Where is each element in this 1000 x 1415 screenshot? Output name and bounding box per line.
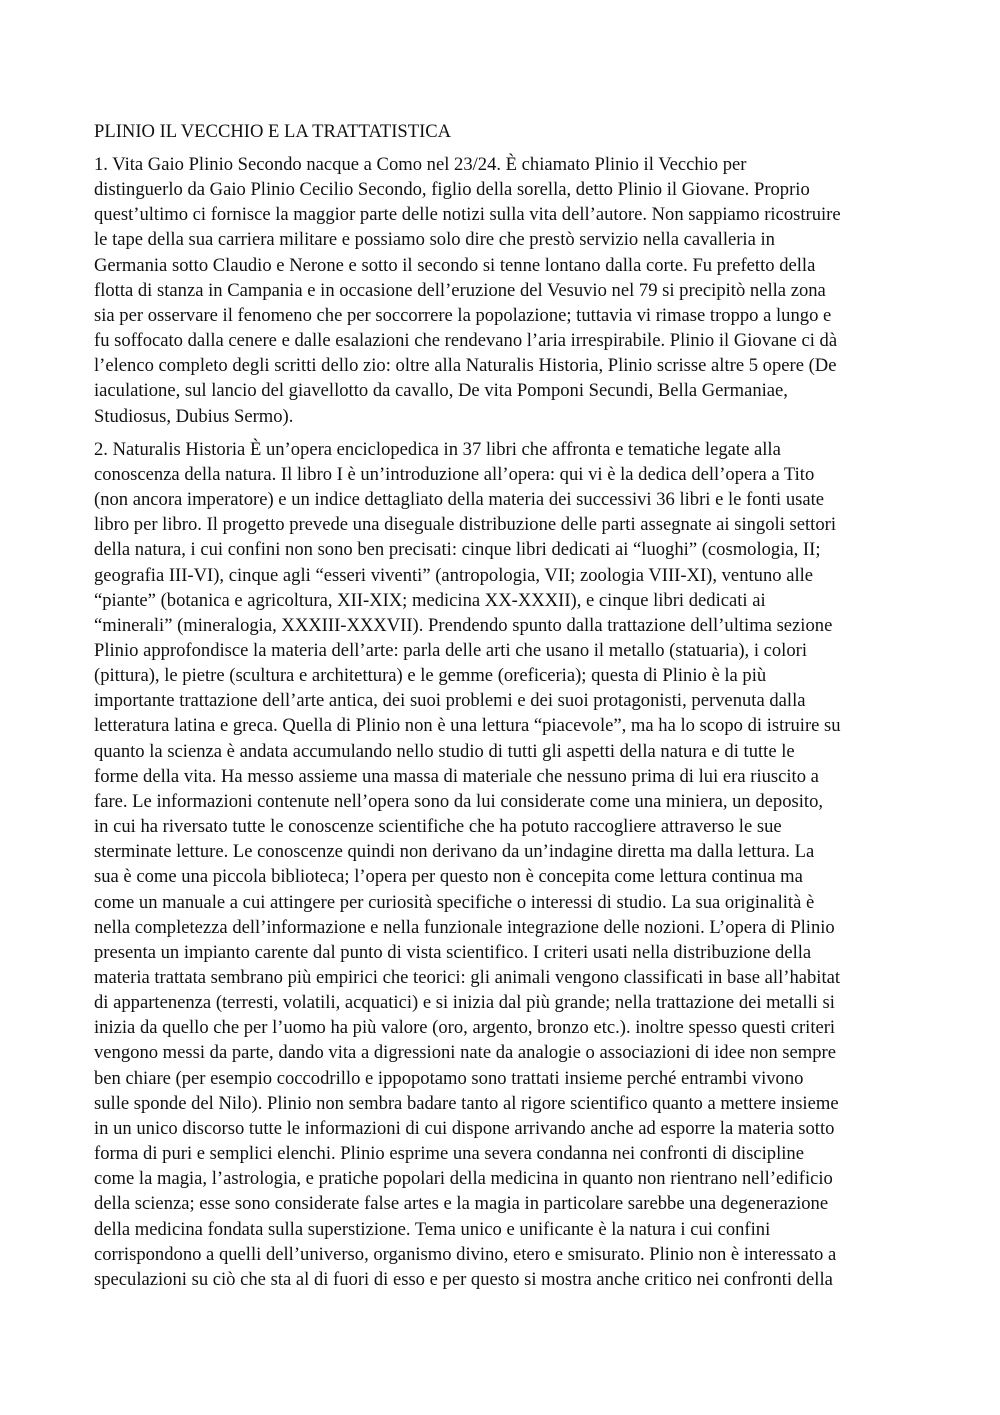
paragraph-naturalis-historia bbox=[94, 437, 909, 1292]
text-line: inizia da quello che per l’uomo ha più valore (oro, argento, bronzo etc.). inoltre spesso questi criteri bbox=[94, 1017, 836, 1039]
text-line: sterminate letture. Le conoscenze quindi non derivano da un’indagine diretta ma dalla lettura. La bbox=[94, 841, 815, 863]
text-line: (pittura), le pietre (scultura e architettura) e le gemme (oreficeria); questa di Plinio è la più bbox=[94, 665, 767, 687]
text-line: sulle sponde del Nilo). Plinio non sembra badare tanto al rigore scientifico quanto a mettere insieme bbox=[94, 1092, 839, 1114]
text-line: libro per libro. Il progetto prevede una diseguale distribuzione delle parti assegnate ai singoli settori bbox=[94, 514, 836, 536]
text-line: fu soffocato dalla cenere e dalle esalazioni che rendevano l’aria irrespirabile. Plinio il Giovane ci dà bbox=[94, 330, 838, 352]
text-line: della natura, i cui confini non sono ben precisati: cinque libri dedicati ai “luoghi” (cosmologia, II; bbox=[94, 539, 821, 561]
text-line: fare. Le informazioni contenute nell’opera sono da lui considerate come una miniera, un deposito, bbox=[94, 790, 824, 812]
document-page bbox=[94, 119, 909, 1300]
text-line: come la magia, l’astrologia, e pratiche popolari della medicina in quanto non rientrano nell’edificio bbox=[94, 1168, 833, 1190]
text-line: di appartenenza (terresti, volatili, acquatici) e si inizia dal più grande; nella trattazione dei metalli si bbox=[94, 992, 835, 1014]
text-line: 1. Vita Gaio Plinio Secondo nacque a Como nel 23/24. È chiamato Plinio il Vecchio per bbox=[94, 154, 747, 175]
text-line: Studiosus, Dubius Sermo). bbox=[94, 405, 294, 427]
text-line: vengono messi da parte, dando vita a digressioni nate da analogie o associazioni di idee non sempre bbox=[94, 1042, 836, 1064]
text-line: geografia III-VI), cinque agli “esseri viventi” (antropologia, VII; zoologia VIII-XI), ventuno alle bbox=[94, 564, 814, 586]
text-line: sia per osservare il fenomeno che per soccorrere la popolazione; tuttavia vi rimase troppo a lungo e bbox=[94, 304, 832, 326]
text-line: Plinio approfondisce la materia dell’arte: parla delle arti che usano il metallo (statuaria), i colori bbox=[94, 639, 807, 661]
text-line: speculazioni su ciò che sta al di fuori di esso e per questo si mostra anche critico nei confronti della bbox=[94, 1268, 833, 1290]
text-line: in un unico discorso tutte le informazioni di cui dispone arrivando anche ad esporre la materia sotto bbox=[94, 1117, 835, 1139]
text-line: della medicina fondata sulla superstizione. Tema unico e unificante è la natura i cui confini bbox=[94, 1218, 771, 1240]
text-line: della scienza; esse sono considerate false artes e la magia in particolare sarebbe una degenerazione bbox=[94, 1193, 829, 1215]
document-title: PLINIO IL VECCHIO E LA TRATTATISTICA bbox=[94, 121, 452, 142]
text-line: quanto la scienza è andata accumulando nello studio di tutti gli aspetti della natura e di tutte le bbox=[94, 740, 795, 762]
text-line: 2. Naturalis Historia È un’opera enciclopedica in 37 libri che affronta e tematiche legate alla bbox=[94, 438, 781, 460]
text-line: “piante” (botanica e agricoltura, XII-XIX; medicina XX-XXXII), e cinque libri dedicati ai bbox=[94, 589, 766, 611]
text-line: distinguerlo da Gaio Plinio Cecilio Secondo, figlio della sorella, detto Plinio il Giovane. Proprio bbox=[94, 179, 810, 201]
text-line: importante trattazione dell’arte antica, dei suoi problemi e dei suoi protagonisti, pervenuta dalla bbox=[94, 690, 806, 712]
text-line: letteratura latina e greca. Quella di Plinio non è una lettura “piacevole”, ma ha lo scopo di istruire su bbox=[94, 715, 841, 737]
text-line: ben chiare (per esempio coccodrillo e ippopotamo sono trattati insieme perché entrambi vivono bbox=[94, 1067, 804, 1089]
text-line: come un manuale a cui attingere per curiosità specifiche o interessi di studio. La sua originalità è bbox=[94, 891, 815, 913]
text-line: presenta un impianto carente dal punto di vista scientifico. I criteri usati nella distribuzione della bbox=[94, 941, 812, 963]
text-line: conoscenza della natura. Il libro I è un’introduzione all’opera: qui vi è la dedica dell’opera a Tito bbox=[94, 463, 815, 485]
text-line: forma di puri e semplici elenchi. Plinio esprime una severa condanna nei confronti di discipline bbox=[94, 1143, 804, 1165]
text-line: l’elenco completo degli scritti dello zio: oltre alla Naturalis Historia, Plinio scrisse altre 5 opere (De bbox=[94, 355, 837, 377]
text-line: corrispondono a quelli dell’universo, organismo divino, etero e smisurato. Plinio non è interessato a bbox=[94, 1243, 837, 1265]
paragraph-vita bbox=[94, 152, 909, 429]
text-line: nella completezza dell’informazione e nella funzionale integrazione delle nozioni. L’opera di Plinio bbox=[94, 916, 835, 938]
text-line: quest’ultimo ci fornisce la maggior parte delle notizi sulla vita dell’autore. Non sappiamo ricostruire bbox=[94, 204, 841, 226]
text-line: sua è come una piccola biblioteca; l’opera per questo non è concepita come lettura continua ma bbox=[94, 866, 803, 888]
text-line: in cui ha riversato tutte le conoscenze scientifiche che ha potuto raccogliere attraverso le sue bbox=[94, 816, 782, 838]
text-line: “minerali” (mineralogia, XXXIII-XXXVII). Prendendo spunto dalla trattazione dell’ultima sezione bbox=[94, 614, 833, 636]
text-line: flotta di stanza in Campania e in occasione dell’eruzione del Vesuvio nel 79 si precipitò nella zona bbox=[94, 279, 826, 301]
text-line: iaculatione, sul lancio del giavellotto da cavallo, De vita Pomponi Secundi, Bella Germaniae, bbox=[94, 380, 788, 402]
text-line: le tape della sua carriera militare e possiamo solo dire che prestò servizio nella cavalleria in bbox=[94, 229, 775, 251]
text-line: (non ancora imperatore) e un indice dettagliato della materia dei successivi 36 libri e le fonti usate bbox=[94, 489, 825, 511]
text-line: materia trattata sembrano più empirici che teorici: gli animali vengono classificati in base all’habitat bbox=[94, 967, 841, 988]
text-line: Germania sotto Claudio e Nerone e sotto il secondo si tenne lontano dalla corte. Fu prefetto della bbox=[94, 254, 816, 276]
text-line: forme della vita. Ha messo assieme una massa di materiale che nessuno prima di lui era riuscito a bbox=[94, 765, 819, 787]
